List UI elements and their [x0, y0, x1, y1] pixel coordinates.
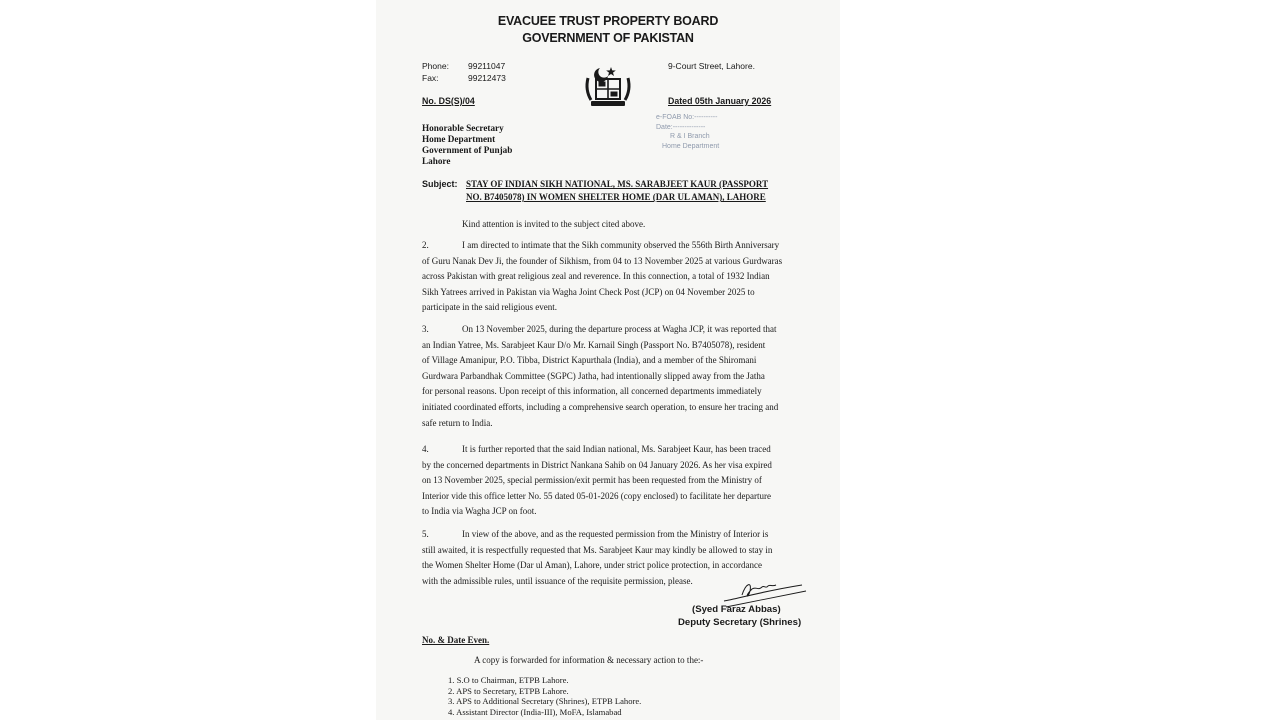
paragraph-line: It is further reported that the said Indian national, Ms. Sarabjeet Kaur, has been traced	[462, 444, 771, 454]
paragraph-line: the Women Shelter Home (Dar ul Aman), Lahore, under strict police protection, in accordance	[422, 560, 762, 571]
signatory-name: (Syed Faraz Abbas)	[692, 604, 781, 615]
paragraph-number: 4.	[422, 444, 429, 454]
paragraph-2	[422, 238, 794, 316]
stamp-line: Date:--------------	[656, 123, 706, 131]
paragraph-line: with the admissible rules, until issuance of the requisite permission, please.	[422, 575, 693, 586]
paragraph-4	[422, 442, 794, 520]
stamp-line: Home Department	[662, 142, 720, 150]
recipient-line: Home Department	[422, 134, 496, 144]
receipt-stamp	[656, 113, 756, 163]
recipient-line: Honorable Secretary	[422, 123, 504, 133]
paragraph-line: initiated coordinated efforts, including a comprehensive search operation, to ensure her tracing and	[422, 401, 779, 412]
paragraph-line: for personal reasons. Upon receipt of this information, all concerned departments immediately	[422, 386, 762, 397]
list-item: 2. APS to Secretary, ETPB Lahore.	[448, 685, 569, 696]
paragraph-line: I am directed to intimate that the Sikh community observed the 556th Birth Anniversary	[462, 240, 780, 250]
paragraph-line: across Pakistan with great religious zeal and reverence. In this connection, a total of 1932 Indian	[422, 271, 770, 282]
paragraph-line: of Guru Nanak Dev Ji, the founder of Sikhism, from 04 to 13 November 2025 at various Gurdwaras	[422, 255, 783, 266]
stamp-line: e-FOAB No:----------	[656, 114, 718, 121]
phone-number: 99211047	[468, 61, 506, 71]
paragraph-line: by the concerned departments in District Nankana Sahib on 04 January 2026. As her visa expired	[422, 459, 772, 470]
office-address: 9-Court Street, Lahore.	[668, 61, 755, 71]
paragraph-line: Gurdwara Parbandhak Committee (SGPC) Jatha, had intentionally slipped away from the Jatha	[422, 370, 765, 381]
intro-paragraph: Kind attention is invited to the subject cited above.	[462, 219, 646, 229]
copy-forward-intro: A copy is forwarded for information & necessary action to the:-	[474, 655, 704, 665]
cc-list	[448, 675, 641, 717]
stamp-line: R & I Branch	[670, 133, 710, 140]
paragraph-line: On 13 November 2025, during the departure process at Wagha JCP, it was reported that	[462, 324, 777, 334]
recipient-line: Government of Punjab	[422, 145, 513, 155]
paragraph-line: In view of the above, and as the requested permission from the Ministry of Interior is	[462, 529, 769, 539]
document-page	[376, 0, 840, 720]
phone-label: Phone:	[422, 61, 449, 71]
paragraph-line: Sikh Yatrees arrived in Pakistan via Wagha Joint Check Post (JCP) on 04 November 2025 to	[422, 286, 755, 297]
list-item: 1. S.O to Chairman, ETPB Lahore.	[448, 675, 569, 685]
paragraph-line: to India via Wagha JCP on foot.	[422, 506, 537, 517]
recipient-address	[422, 123, 512, 167]
paragraph-3	[422, 322, 794, 431]
paragraph-number: 3.	[422, 324, 429, 334]
fax-number: 99212473	[468, 73, 506, 83]
paragraph-line: of Village Amanipur, P.O. Tibba, District Kapurthala (India), and a member of the Shiromani	[422, 355, 757, 366]
subject-line-1: STAY OF INDIAN SIKH NATIONAL, MS. SARABJEET KAUR (PASSPORT	[466, 179, 769, 189]
state-emblem-icon	[583, 64, 633, 108]
org-title: EVACUEE TRUST PROPERTY BOARD	[497, 14, 719, 28]
paragraph-line: participate in the said religious event.	[422, 302, 557, 313]
fax-label: Fax:	[422, 73, 439, 83]
paragraph-line: still awaited, it is respectfully requested that Ms. Sarabjeet Kaur may kindly be allowed to stay in	[422, 544, 773, 555]
paragraph-line: safe return to India.	[422, 417, 493, 428]
paragraph-number: 5.	[422, 529, 429, 539]
gov-title: GOVERNMENT OF PAKISTAN	[522, 31, 694, 45]
paragraph-number: 2.	[422, 240, 429, 250]
paragraph-line: an Indian Yatree, Ms. Sarabjeet Kaur D/o Mr. Karnail Singh (Passport No. B7405078), resident	[422, 339, 766, 350]
subject-line-2: NO. B7405078) IN WOMEN SHELTER HOME (DAR UL AMAN), LAHORE	[466, 192, 766, 202]
reference-number: No. DS(S)/04	[422, 96, 475, 106]
paragraph-line: Interior vide this office letter No. 55 dated 05-01-2026 (copy enclosed) to facilitate her departure	[422, 490, 771, 501]
list-item: 3. APS to Additional Secretary (Shrines), ETPB Lahore.	[448, 696, 642, 707]
signatory-title: Deputy Secretary (Shrines)	[678, 617, 802, 628]
paragraph-line: on 13 November 2025, special permission/exit permit has been requested from the Ministry of	[422, 475, 762, 486]
subject-label: Subject:	[422, 179, 458, 189]
recipient-line: Lahore	[422, 156, 451, 166]
list-item: 4. Assistant Director (India-III), MoFA, Islamabad	[448, 706, 622, 717]
letter-date: Dated 05th January 2026	[668, 96, 772, 106]
no-date-even: No. & Date Even.	[422, 635, 490, 645]
